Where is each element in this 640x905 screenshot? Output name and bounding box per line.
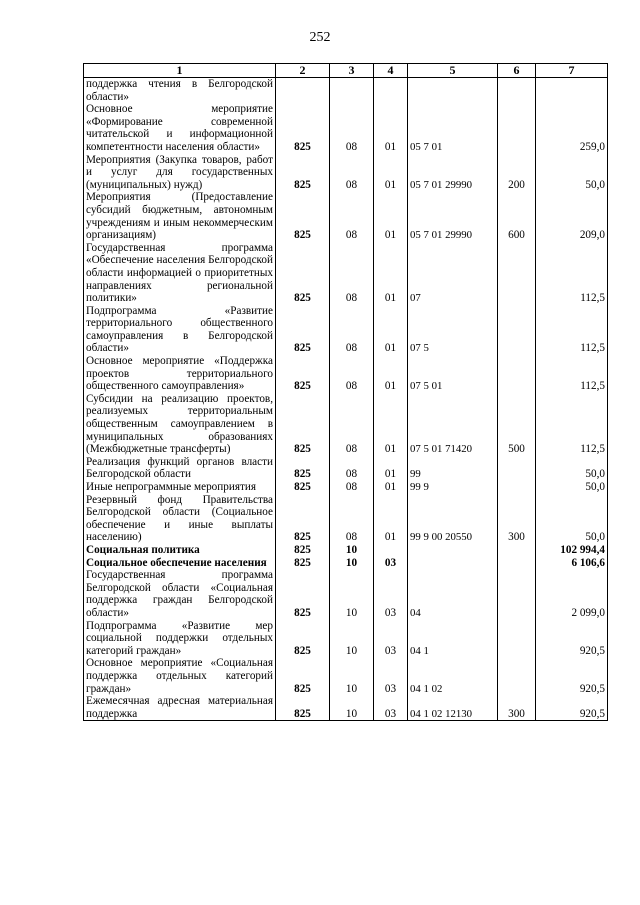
row-name: Подпрограмма «Развитие территориального общественного самоуправления в Белгородской области»: [84, 305, 276, 355]
section-code: [330, 78, 374, 104]
expense-type-code: 600: [498, 191, 536, 241]
section-code: 08: [330, 456, 374, 481]
table-row: [84, 456, 608, 481]
header-col-2: 2: [276, 64, 330, 78]
target-article-code: 07: [408, 242, 498, 305]
subsection-code: 01: [374, 103, 408, 153]
subsection-code: 01: [374, 456, 408, 481]
section-code: 10: [330, 695, 374, 721]
row-name: Мероприятия (Закупка товаров, работ и услуг для государственных (муниципальных) нужд): [84, 154, 276, 192]
row-name: Иные непрограммные мероприятия: [84, 481, 276, 494]
subsection-code: 01: [374, 305, 408, 355]
row-name: Основное мероприятие «Социальная поддержка отдельных категорий граждан»: [84, 657, 276, 695]
amount: 112,5: [536, 393, 608, 456]
subsection-code: 01: [374, 191, 408, 241]
subsection-code: [374, 544, 408, 557]
amount: 50,0: [536, 456, 608, 481]
ministry-code: 825: [276, 657, 330, 695]
ministry-code: 825: [276, 154, 330, 192]
table-row: [84, 103, 608, 153]
section-code: 10: [330, 657, 374, 695]
expense-type-code: [498, 305, 536, 355]
target-article-code: 05 7 01 29990: [408, 191, 498, 241]
target-article-code: [408, 544, 498, 557]
target-article-code: [408, 78, 498, 104]
section-code: 10: [330, 620, 374, 658]
header-col-1: 1: [84, 64, 276, 78]
amount: 2 099,0: [536, 569, 608, 619]
table-row: [84, 393, 608, 456]
amount: 920,5: [536, 695, 608, 721]
header-col-7: 7: [536, 64, 608, 78]
subsection-code: 03: [374, 557, 408, 570]
row-name: Социальная политика: [84, 544, 276, 557]
amount: 50,0: [536, 154, 608, 192]
target-article-code: 04: [408, 569, 498, 619]
subsection-code: 01: [374, 355, 408, 393]
amount: [536, 78, 608, 104]
section-code: 10: [330, 557, 374, 570]
ministry-code: 825: [276, 620, 330, 658]
target-article-code: 04 1 02: [408, 657, 498, 695]
section-code: 08: [330, 494, 374, 544]
expense-type-code: 500: [498, 393, 536, 456]
ministry-code: 825: [276, 569, 330, 619]
ministry-code: 825: [276, 695, 330, 721]
target-article-code: 04 1 02 12130: [408, 695, 498, 721]
target-article-code: 07 5 01: [408, 355, 498, 393]
header-col-6: 6: [498, 64, 536, 78]
row-name: Социальное обеспечение населения: [84, 557, 276, 570]
header-col-4: 4: [374, 64, 408, 78]
section-code: 08: [330, 154, 374, 192]
row-name: Основное мероприятие «Поддержка проектов территориального общественного самоуправления»: [84, 355, 276, 393]
table-row: [84, 191, 608, 241]
section-code: 08: [330, 355, 374, 393]
row-name: поддержка чтения в Белгородской области»: [84, 78, 276, 104]
subsection-code: 03: [374, 657, 408, 695]
target-article-code: 99 9 00 20550: [408, 494, 498, 544]
amount: 6 106,6: [536, 557, 608, 570]
ministry-code: 825: [276, 191, 330, 241]
row-name: Ежемесячная адресная материальная поддержка: [84, 695, 276, 721]
expense-type-code: [498, 481, 536, 494]
expense-type-code: [498, 557, 536, 570]
amount: 112,5: [536, 355, 608, 393]
amount: 209,0: [536, 191, 608, 241]
expense-type-code: [498, 657, 536, 695]
subsection-code: 01: [374, 154, 408, 192]
table-row: [84, 569, 608, 619]
subsection-code: 03: [374, 569, 408, 619]
header-row: [84, 64, 608, 78]
table-row: [84, 544, 608, 557]
ministry-code: 825: [276, 242, 330, 305]
amount: 102 994,4: [536, 544, 608, 557]
table-row: [84, 355, 608, 393]
expense-type-code: 300: [498, 494, 536, 544]
section-code: 08: [330, 242, 374, 305]
section-code: 08: [330, 393, 374, 456]
target-article-code: 04 1: [408, 620, 498, 658]
expense-type-code: [498, 569, 536, 619]
amount: 920,5: [536, 620, 608, 658]
expense-type-code: [498, 620, 536, 658]
table-row: [84, 154, 608, 192]
row-name: Мероприятия (Предоставление субсидий бюджетным, автономным учреждениям и иным некоммерческим организациям): [84, 191, 276, 241]
header-col-3: 3: [330, 64, 374, 78]
row-name: Резервный фонд Правительства Белгородской области (Социальное обеспечение и иные выплаты населению): [84, 494, 276, 544]
row-name: Реализация функций органов власти Белгородской области: [84, 456, 276, 481]
table-row: [84, 481, 608, 494]
expense-type-code: [498, 242, 536, 305]
ministry-code: 825: [276, 544, 330, 557]
subsection-code: 01: [374, 494, 408, 544]
budget-table: [83, 63, 608, 721]
expense-type-code: [498, 544, 536, 557]
section-code: 08: [330, 103, 374, 153]
subsection-code: [374, 78, 408, 104]
subsection-code: 03: [374, 695, 408, 721]
ministry-code: 825: [276, 481, 330, 494]
table-row: [84, 557, 608, 570]
ministry-code: 825: [276, 103, 330, 153]
target-article-code: 99: [408, 456, 498, 481]
row-name: Государственная программа Белгородской области «Социальная поддержка граждан Белгородской области»: [84, 569, 276, 619]
table-row: [84, 695, 608, 721]
row-name: Основное мероприятие «Формирование современной читательской и информационной компетентности населения области»: [84, 103, 276, 153]
table-row: [84, 657, 608, 695]
section-code: 10: [330, 544, 374, 557]
ministry-code: 825: [276, 494, 330, 544]
subsection-code: 01: [374, 393, 408, 456]
amount: 112,5: [536, 242, 608, 305]
table-row: [84, 242, 608, 305]
section-code: 08: [330, 481, 374, 494]
expense-type-code: [498, 103, 536, 153]
page-number: 252: [309, 30, 331, 45]
table-row: [84, 305, 608, 355]
expense-type-code: 300: [498, 695, 536, 721]
target-article-code: 05 7 01: [408, 103, 498, 153]
table-row: [84, 620, 608, 658]
ministry-code: 825: [276, 456, 330, 481]
amount: 259,0: [536, 103, 608, 153]
expense-type-code: [498, 355, 536, 393]
table-row: [84, 494, 608, 544]
target-article-code: 05 7 01 29990: [408, 154, 498, 192]
target-article-code: 99 9: [408, 481, 498, 494]
row-name: Государственная программа «Обеспечение населения Белгородской области информацией о приоритетных направлениях региональной политики»: [84, 242, 276, 305]
amount: 50,0: [536, 494, 608, 544]
ministry-code: 825: [276, 305, 330, 355]
row-name: Субсидии на реализацию проектов, реализуемых территориальным общественным самоуправлением в муниципальных образованиях (Межбюджетные трансферты): [84, 393, 276, 456]
subsection-code: 01: [374, 481, 408, 494]
target-article-code: [408, 557, 498, 570]
section-code: 10: [330, 569, 374, 619]
target-article-code: 07 5: [408, 305, 498, 355]
expense-type-code: [498, 78, 536, 104]
section-code: 08: [330, 191, 374, 241]
ministry-code: 825: [276, 393, 330, 456]
expense-type-code: [498, 456, 536, 481]
ministry-code: [276, 78, 330, 104]
row-name: Подпрограмма «Развитие мер социальной поддержки отдельных категорий граждан»: [84, 620, 276, 658]
section-code: 08: [330, 305, 374, 355]
amount: 50,0: [536, 481, 608, 494]
amount: 920,5: [536, 657, 608, 695]
amount: 112,5: [536, 305, 608, 355]
subsection-code: 03: [374, 620, 408, 658]
ministry-code: 825: [276, 355, 330, 393]
expense-type-code: 200: [498, 154, 536, 192]
ministry-code: 825: [276, 557, 330, 570]
subsection-code: 01: [374, 242, 408, 305]
table-row: [84, 78, 608, 104]
header-col-5: 5: [408, 64, 498, 78]
target-article-code: 07 5 01 71420: [408, 393, 498, 456]
